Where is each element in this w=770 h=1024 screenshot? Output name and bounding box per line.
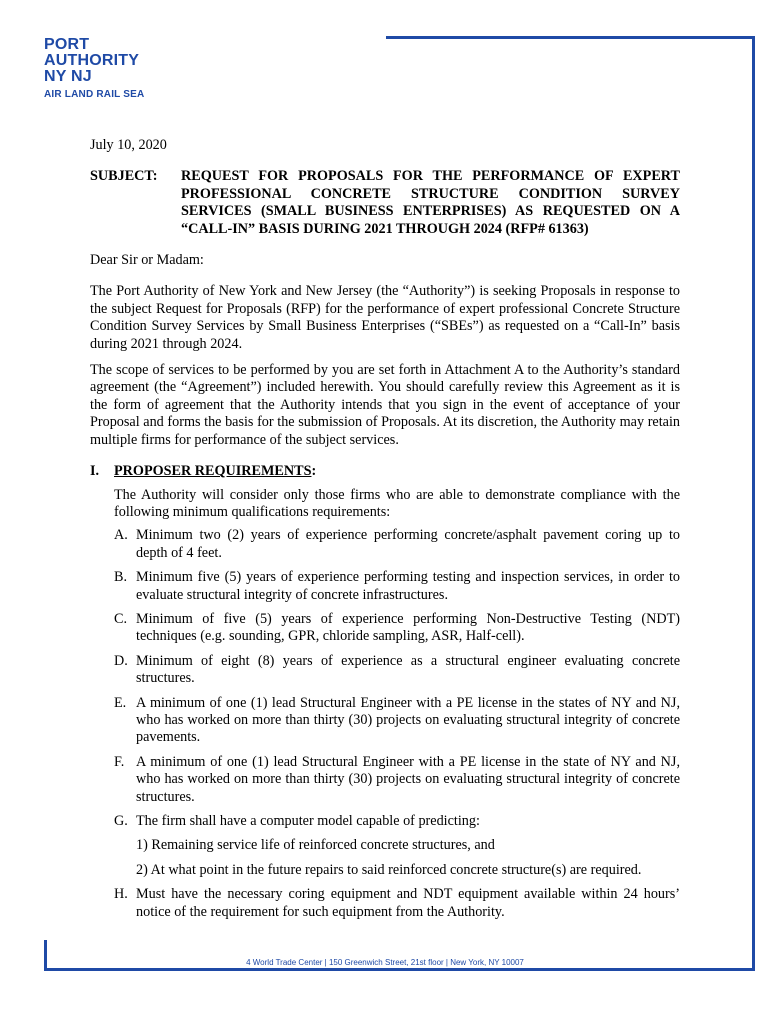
requirement-text: A minimum of one (1) lead Structural Engineer with a PE license in the state of NY and NJ, who has worked on more than thirty (30) projects on evaluating structural integrity of concrete structures. bbox=[136, 753, 680, 805]
requirement-text: Must have the necessary coring equipment and NDT equipment available within 24 hours’ notice of the requirement for such equipment from the Authority. bbox=[136, 886, 680, 920]
requirement-item bbox=[114, 813, 680, 830]
logo-tagline: AIR LAND RAIL SEA bbox=[44, 89, 145, 100]
requirement-item bbox=[114, 754, 680, 806]
requirement-text: A minimum of one (1) lead Structural Engineer with a PE license in the states of NY and NJ, who has worked on more than thirty (30) projects on evaluating structural integrity of concrete pavements. bbox=[136, 694, 680, 746]
subject-label: SUBJECT: bbox=[90, 168, 158, 185]
subject-text: REQUEST FOR PROPOSALS FOR THE PERFORMANCE OF EXPERT PROFESSIONAL CONCRETE STRUCTURE CONDITION SURVEY SERVICES (SMALL BUSINESS ENTERPRISES) AS REQUESTED ON A “CALL-IN” BASIS DURING 2021 THROUGH 2024 (RFP# 61363) bbox=[181, 168, 680, 237]
letter-body bbox=[90, 137, 680, 928]
logo-line-authority: AUTHORITY bbox=[44, 52, 140, 69]
footer-address: 4 World Trade Center | 150 Greenwich Street, 21st floor | New York, NY 10007 bbox=[242, 958, 528, 967]
port-authority-logo bbox=[44, 37, 144, 101]
model-subitem: 1) Remaining service life of reinforced concrete structures, and bbox=[136, 837, 495, 854]
requirement-item bbox=[114, 611, 680, 646]
requirement-label: H. bbox=[114, 886, 128, 903]
requirement-label: D. bbox=[114, 652, 128, 669]
requirement-label: C. bbox=[114, 610, 128, 627]
requirements-block bbox=[114, 487, 680, 922]
letter-date: July 10, 2020 bbox=[90, 137, 167, 153]
section-number: I. bbox=[90, 463, 100, 480]
logo-line-port: PORT bbox=[44, 36, 90, 53]
salutation: Dear Sir or Madam: bbox=[90, 252, 204, 269]
requirement-label: B. bbox=[114, 569, 128, 586]
requirement-text: Minimum of five (5) years of experience performing Non-Destructive Testing (NDT) techniques (e.g. sounding, GPR, chloride sampling, ASR, Half-cell). bbox=[136, 610, 680, 645]
requirement-text: Minimum two (2) years of experience performing concrete/asphalt pavement coring up to depth of 4 feet. bbox=[136, 527, 680, 561]
requirement-item bbox=[114, 653, 680, 688]
requirement-text: Minimum five (5) years of experience performing testing and inspection services, in order to evaluate structural integrity of concrete infrastructures. bbox=[136, 569, 680, 603]
requirement-label: A. bbox=[114, 527, 128, 544]
requirements-intro: The Authority will consider only those firms who are able to demonstrate compliance with the following minimum qualifications requirements: bbox=[114, 486, 680, 520]
logo-line-nynj: NY NJ bbox=[44, 68, 92, 85]
section-colon: : bbox=[311, 463, 317, 480]
footer-address-bar bbox=[0, 958, 770, 967]
requirement-text: The firm shall have a computer model capable of predicting: bbox=[136, 813, 480, 829]
requirement-item bbox=[114, 527, 680, 562]
requirement-text: Minimum of eight (8) years of experience as a structural engineer evaluating concrete structures. bbox=[136, 652, 680, 687]
paragraph-scope: The scope of services to be performed by you are set forth in Attachment A to the Authority’s standard agreement (the “Agreement”) included herewith. You should carefully review this Agreement as it is the form of agreement that the Authority intends that you sign in the event of acceptance of your Proposal and forms the basis for the submission of Proposals. At its discretion, the Authority may retain multiple firms for performance of the subject services. bbox=[90, 362, 680, 448]
frame-bottom-line bbox=[44, 968, 755, 971]
model-subitem: 2) At what point in the future repairs to said reinforced concrete structure(s) are required. bbox=[136, 861, 642, 878]
paragraph-intro: The Port Authority of New York and New Jersey (the “Authority”) is seeking Proposals in response to the subject Request for Proposals (RFP) for the performance of expert professional Concrete Structure Condition Survey Services by Small Business Enterprises (“SBEs”) as requested on a “Call-In” basis during 2021 through 2024. bbox=[90, 283, 680, 352]
requirement-label: F. bbox=[114, 753, 125, 770]
requirement-label: E. bbox=[114, 694, 127, 711]
section-title: PROPOSER REQUIREMENTS bbox=[114, 463, 312, 480]
requirement-item bbox=[114, 886, 680, 921]
frame-right-line bbox=[752, 36, 755, 971]
section-heading bbox=[90, 463, 680, 480]
requirement-item bbox=[114, 695, 680, 747]
requirement-label: G. bbox=[114, 813, 128, 829]
subject-block bbox=[90, 168, 680, 238]
frame-top-line bbox=[386, 36, 755, 39]
requirement-item bbox=[114, 569, 680, 604]
